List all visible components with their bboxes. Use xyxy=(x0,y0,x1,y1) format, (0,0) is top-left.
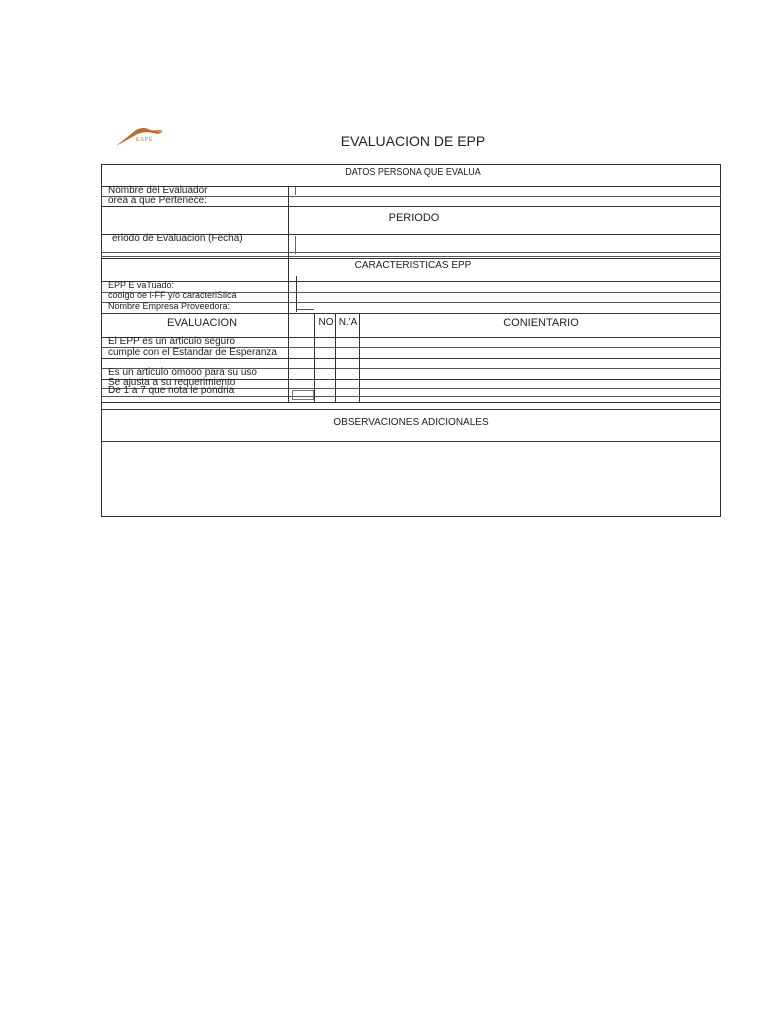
rating-box[interactable] xyxy=(292,390,314,400)
company-logo xyxy=(114,124,164,150)
label-codigo: coolgo oe i-FF y/o caracteriSlica xyxy=(108,290,237,300)
label-epp-evaluado: EPP E vaTuado: xyxy=(108,280,175,290)
section-datos-header: DATOS PERSONA QUE EVALUA xyxy=(345,167,481,178)
eval-item: cumple con el Estandar de Esperanza xyxy=(108,347,277,358)
col-na-header: N.'A xyxy=(338,317,358,328)
col-evaluacion-header: EVALUACION xyxy=(166,317,238,329)
observaciones-field[interactable] xyxy=(103,443,718,514)
col-no-header: NO xyxy=(318,317,334,328)
section-caracteristicas-header: CARACTERISTICAS EPP xyxy=(354,260,472,271)
logo-text: ESPE xyxy=(136,137,154,143)
eval-item: Es un articulo omooo para su uso xyxy=(108,367,257,378)
page-title: EVALUACION DE EPP xyxy=(340,133,486,149)
section-observaciones-header: OBSERVACIONES ADICIONALES xyxy=(333,417,489,428)
eval-item: De 1 a 7 que nota le pondria xyxy=(108,385,235,396)
eval-item: El EPP es un articulo seguro xyxy=(108,336,236,347)
label-nombre-evaluador: Nombre del Evaluador xyxy=(108,185,208,196)
label-empresa: Nombre Empresa Proveedora: xyxy=(108,301,231,311)
eval-item: Se ajusta a su requerimiento xyxy=(108,377,236,388)
label-periodo-evaluacion: eriodo de Evaluacion (Fecha) xyxy=(112,233,243,244)
label-area: orea a que Pertenece: xyxy=(108,195,207,206)
col-comentario-header: CONIENTARIO xyxy=(503,317,579,329)
section-periodo-header: PERIODO xyxy=(388,212,440,224)
